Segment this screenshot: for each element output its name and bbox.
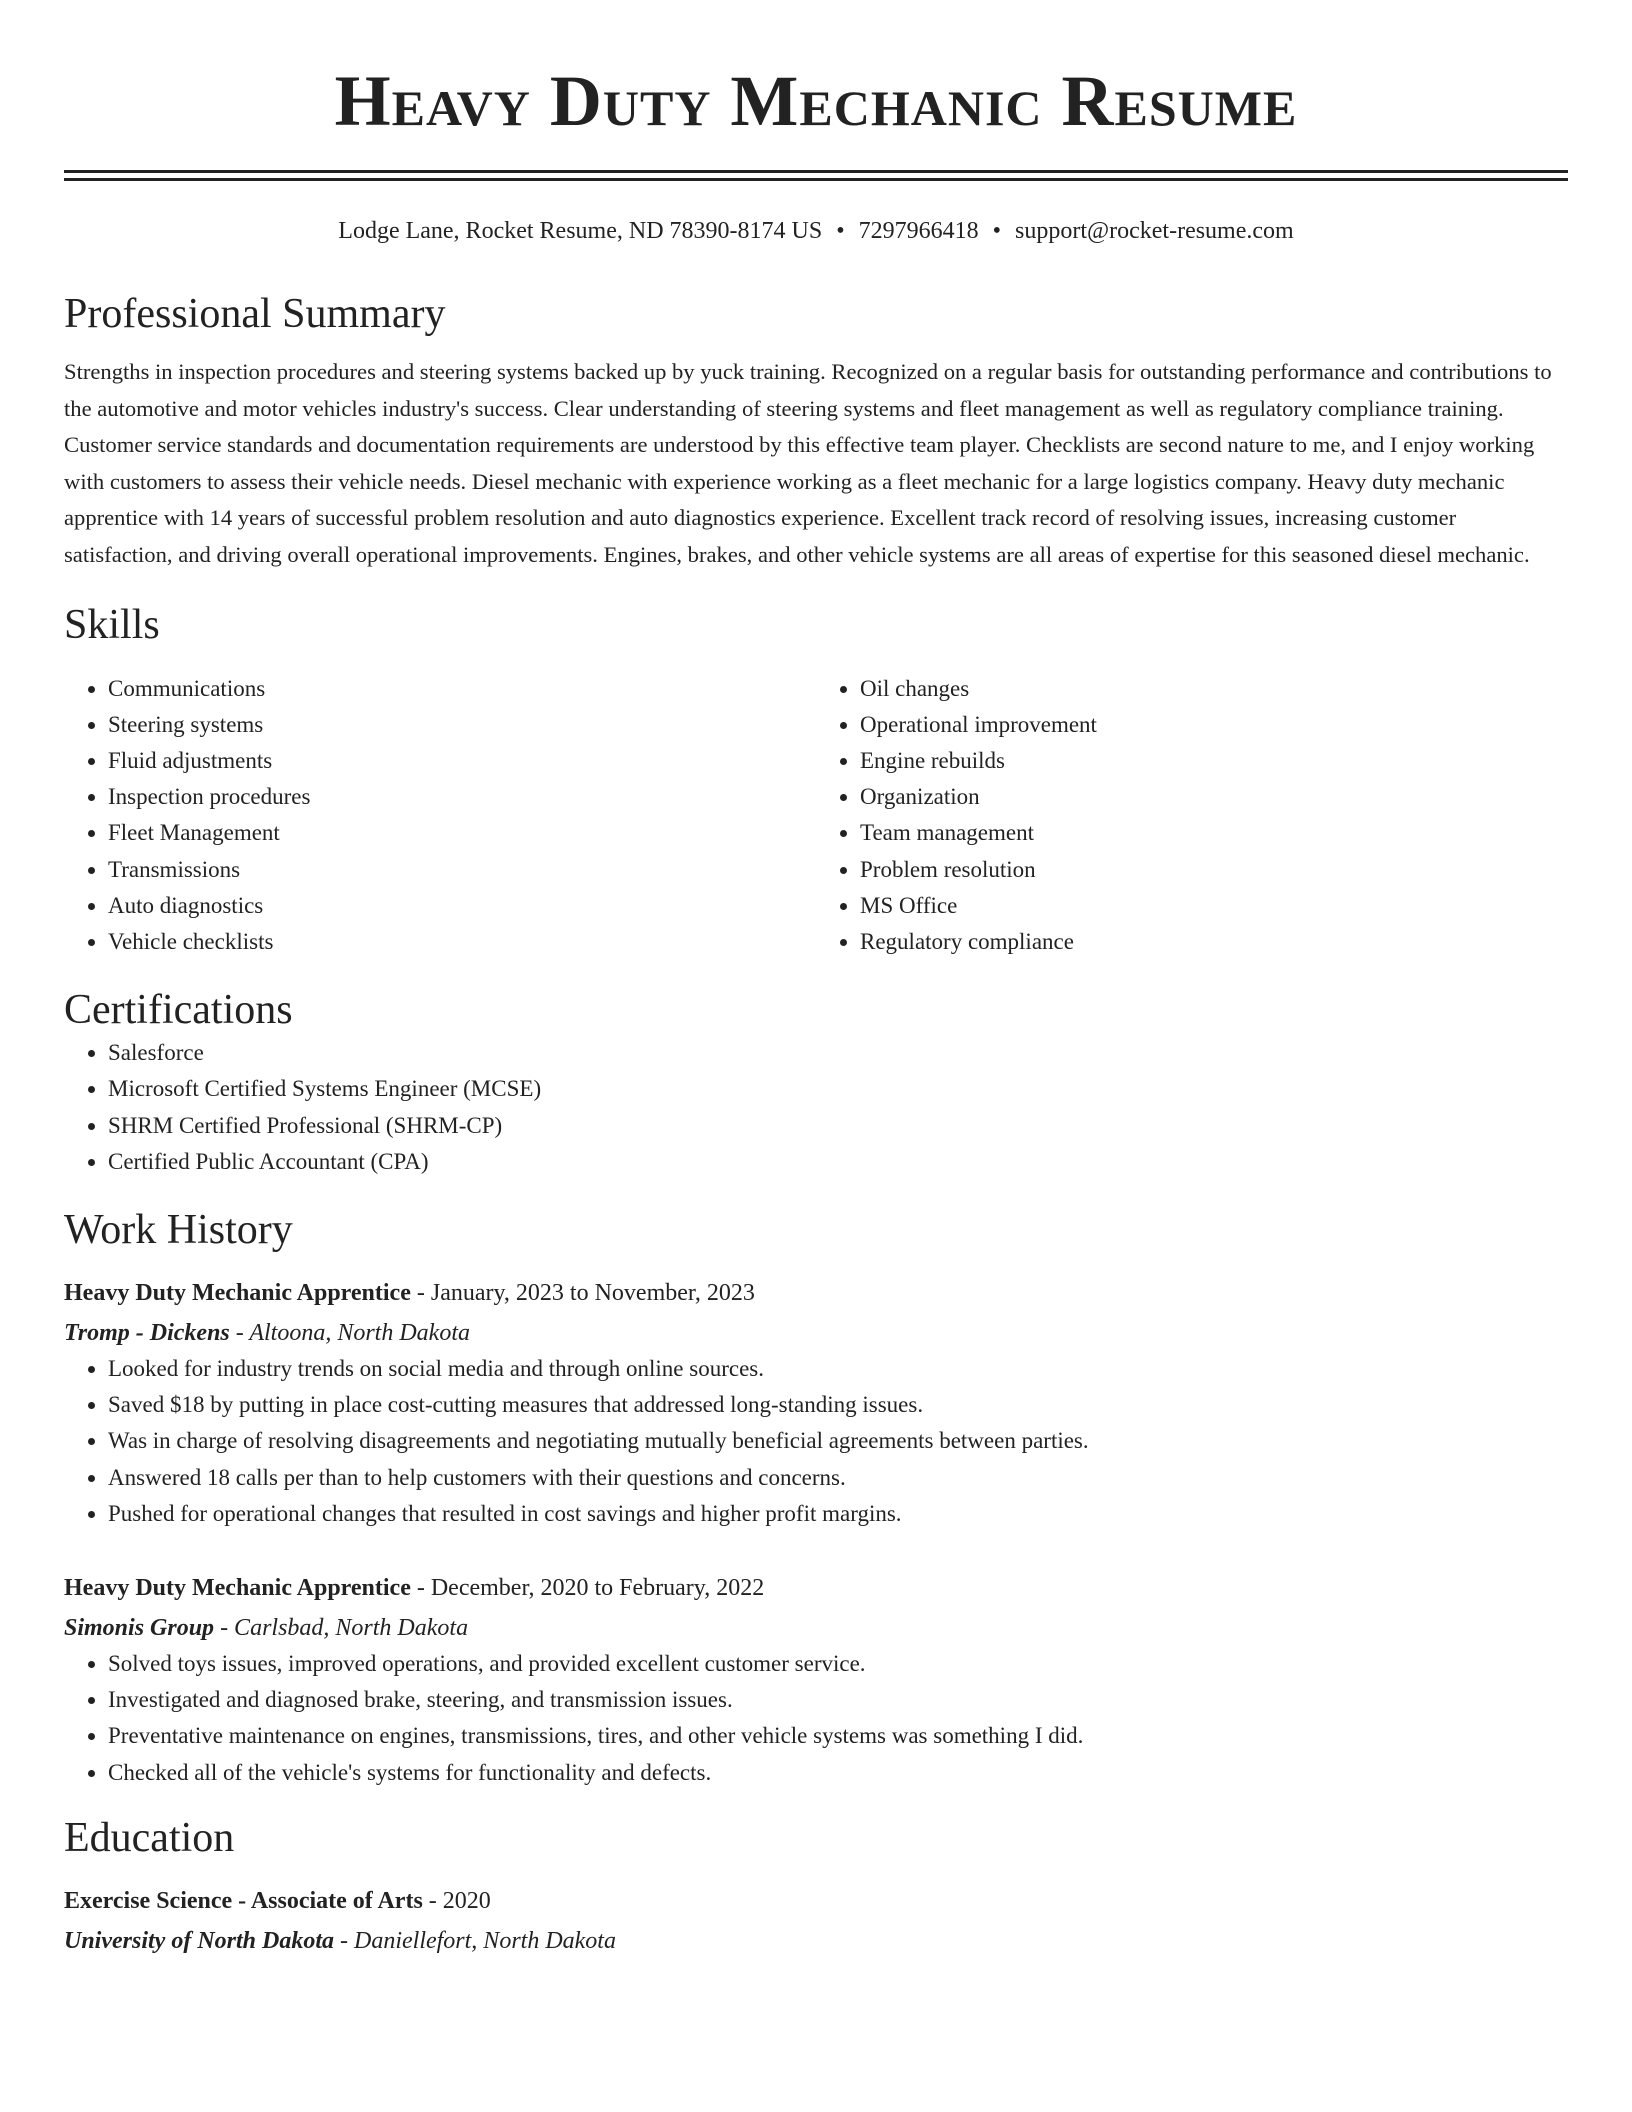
education-school-line — [64, 1923, 1568, 1959]
education-degree: Exercise Science - Associate of Arts — [64, 1887, 423, 1914]
job-bullet: • Investigated and diagnosed brake, steering, and transmission issues. — [108, 1682, 1568, 1718]
work-history-section — [64, 1205, 1568, 1791]
job-bullets — [64, 1351, 1568, 1532]
certification-item: • SHRM Certified Professional (SHRM-CP) — [108, 1108, 1568, 1144]
summary-section — [64, 289, 1568, 574]
contact-line — [64, 215, 1568, 247]
job-bullet: • Pushed for operational changes that resulted in cost savings and higher profit margins. — [108, 1496, 1568, 1532]
certifications-section — [64, 985, 1568, 1180]
skill-item: • Regulatory compliance — [860, 924, 1568, 960]
work-history-heading: Work History — [64, 1207, 293, 1253]
contact-address: Lodge Lane, Rocket Resume, ND 78390-8174 US — [338, 218, 823, 244]
title-double-rule — [64, 170, 1568, 181]
skill-item: • Problem resolution — [860, 852, 1568, 888]
job-bullet: • Preventative maintenance on engines, transmissions, tires, and other vehicle systems was something I did. — [108, 1718, 1568, 1754]
education-year: - 2020 — [422, 1887, 491, 1914]
education-heading: Education — [64, 1814, 235, 1861]
job-bullet: • Checked all of the vehicle's systems for functionality and defects. — [108, 1755, 1568, 1791]
job-employer: Simonis Group — [64, 1615, 215, 1642]
skill-item: • Oil changes — [860, 671, 1568, 707]
job-title-line — [64, 1275, 1568, 1311]
skills-section — [64, 600, 1568, 961]
certifications-list — [64, 1035, 1568, 1180]
contact-phone[interactable]: 7297966418 — [858, 218, 979, 244]
certification-item: • Microsoft Certified Systems Engineer (MCSE) — [108, 1071, 1568, 1107]
skills-list-right — [816, 671, 1568, 961]
education-section — [64, 1813, 1568, 1959]
job-employer-line — [64, 1315, 1568, 1351]
skill-item: • Communications — [108, 671, 816, 707]
skill-item: • Engine rebuilds — [860, 743, 1568, 779]
education-school: University of North Dakota — [64, 1927, 334, 1954]
skills-list-left — [64, 671, 816, 961]
skill-item: • Steering systems — [108, 707, 816, 743]
job-location: - Altoona, North Dakota — [229, 1320, 470, 1346]
skills-columns — [64, 671, 1568, 961]
job-bullet: • Was in charge of resolving disagreements and negotiating mutually beneficial agreements between parties. — [108, 1423, 1568, 1459]
summary-heading: Professional Summary — [64, 291, 446, 337]
job-employer-line — [64, 1610, 1568, 1646]
skill-item: • Team management — [860, 815, 1568, 851]
certification-item: • Salesforce — [108, 1035, 1568, 1071]
skill-item: • MS Office — [860, 888, 1568, 924]
contact-email[interactable]: support@rocket-resume.com — [1015, 218, 1294, 244]
education-degree-line — [64, 1883, 1568, 1919]
job-bullet: • Answered 18 calls per than to help customers with their questions and concerns. — [108, 1460, 1568, 1496]
education-location: - Daniellefort, North Dakota — [334, 1927, 616, 1954]
skill-item: • Organization — [860, 779, 1568, 815]
job-entry — [64, 1570, 1568, 1791]
job-title-line — [64, 1570, 1568, 1606]
job-dates: - December, 2020 to February, 2022 — [410, 1575, 765, 1602]
certifications-heading: Certifications — [64, 987, 293, 1034]
job-dates: - January, 2023 to November, 2023 — [410, 1280, 755, 1306]
job-bullets — [64, 1646, 1568, 1791]
skill-item: • Operational improvement — [860, 707, 1568, 743]
job-employer: Tromp - Dickens — [64, 1320, 230, 1346]
skill-item: • Fleet Management — [108, 815, 816, 851]
skills-heading: Skills — [64, 601, 160, 648]
job-bullet: • Looked for industry trends on social media and through online sources. — [108, 1351, 1568, 1387]
contact-separator: • — [992, 218, 1002, 244]
skill-item: • Auto diagnostics — [108, 888, 816, 924]
resume-title: Heavy Duty Mechanic Resume — [334, 61, 1298, 141]
skill-item: • Vehicle checklists — [108, 924, 816, 960]
skill-item: • Inspection procedures — [108, 779, 816, 815]
job-entry — [64, 1275, 1568, 1532]
contact-separator: • — [836, 218, 845, 244]
skill-item: • Transmissions — [108, 852, 816, 888]
job-title: Heavy Duty Mechanic Apprentice — [64, 1280, 411, 1306]
summary-text: Strengths in inspection procedures and steering systems backed up by yuck training. Recognized on a regular basis for outstanding performance and contributions to the automotive and motor vehicles industry's success. Clear understanding of steering systems and fleet management as well as regulatory compliance training. Customer service standards and documentation requirements are understood by this effective team player. Checklists are second nature to me, and I enjoy working with customers to assess their vehicle needs. Diesel mechanic with experience working as a fleet mechanic for a large logistics company. Heavy duty mechanic apprentice with 14 years of successful problem resolution and auto diagnostics experience. Excellent track record of resolving issues, increasing customer satisfaction, and driving overall operational improvements. Engines, brakes, and other vehicle systems are all areas of expertise for this seasoned diesel mechanic. — [64, 359, 1552, 567]
job-location: - Carlsbad, North Dakota — [214, 1615, 469, 1642]
certification-item: • Certified Public Accountant (CPA) — [108, 1144, 1568, 1180]
job-bullet: • Solved toys issues, improved operations, and provided excellent customer service. — [108, 1646, 1568, 1682]
job-title: Heavy Duty Mechanic Apprentice — [64, 1575, 411, 1602]
job-bullet: • Saved $18 by putting in place cost-cutting measures that addressed long-standing issues. — [108, 1387, 1568, 1423]
skill-item: • Fluid adjustments — [108, 743, 816, 779]
